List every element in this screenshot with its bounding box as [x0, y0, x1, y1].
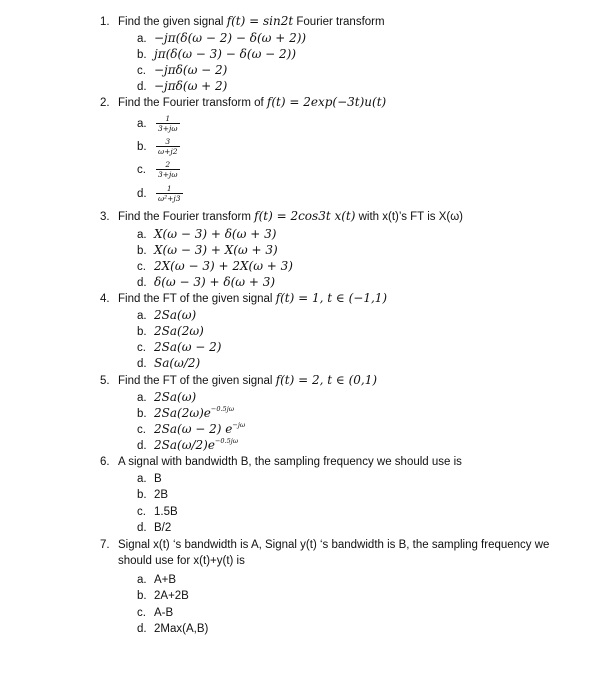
option-7d [137, 621, 208, 637]
question-4 [100, 290, 570, 307]
option-letter: a. [137, 229, 147, 241]
option-4a [137, 307, 196, 324]
option-letter: c. [137, 261, 146, 273]
option-text: −jπδ(ω + 2) [154, 79, 228, 93]
option-letter: a. [137, 117, 147, 130]
fraction [156, 114, 180, 133]
option-text: δ(ω − 3) + δ(ω + 3) [154, 275, 276, 289]
question-text: Find the Fourier transform [118, 211, 255, 223]
option-text: 2Sa(ω) [154, 390, 197, 404]
option-1d [137, 78, 227, 95]
question-math: f(t) = 2cos3t x(t) [254, 209, 356, 223]
option-1a [137, 30, 306, 47]
option-4c [137, 339, 221, 356]
option-letter: b. [137, 49, 147, 61]
fraction [156, 184, 183, 203]
question-number: 4. [100, 293, 110, 305]
question-math: f(t) = sin2t [226, 14, 294, 28]
option-letter: b. [137, 245, 147, 257]
question-3 [100, 208, 570, 225]
option-3d [137, 274, 275, 291]
option-letter: a. [137, 33, 147, 45]
option-1c [137, 62, 227, 79]
option-letter: c. [137, 424, 146, 436]
option-letter: a. [137, 310, 147, 322]
fraction-numerator: 2 [165, 160, 171, 169]
option-letter: c. [137, 607, 146, 619]
question-text: Find the FT of the given signal [118, 375, 276, 387]
option-letter: d. [137, 187, 147, 200]
option-5d [137, 437, 238, 455]
option-text: 2Sa(2ω)e [154, 406, 211, 420]
option-6b [137, 487, 168, 503]
option-text: A+B [154, 574, 177, 586]
option-letter: a. [137, 392, 147, 404]
option-6c [137, 504, 178, 520]
question-math: f(t) = 2, t ∈ (0,1) [275, 373, 378, 387]
question-text: Find the FT of the given signal [118, 293, 276, 305]
option-2a [137, 114, 180, 133]
option-text: 2Sa(ω/2)e [154, 438, 215, 452]
option-letter: c. [137, 342, 146, 354]
option-exponent: −0.5jω [214, 437, 239, 445]
question-math: f(t) = 2exp(−3t)u(t) [266, 95, 387, 109]
option-letter: a. [137, 574, 147, 586]
option-text: B/2 [154, 522, 172, 534]
option-4b [137, 323, 204, 340]
question-number: 6. [100, 456, 110, 468]
question-1 [100, 13, 570, 30]
option-text: 2X(ω − 3) + 2X(ω + 3) [154, 259, 293, 273]
option-6d [137, 520, 171, 536]
option-text: B [154, 473, 162, 485]
option-5a [137, 389, 196, 406]
question-7 [100, 537, 578, 569]
fraction [156, 160, 180, 179]
question-2 [100, 94, 570, 111]
option-letter: d. [137, 623, 147, 635]
question-math: f(t) = 1, t ∈ (−1,1) [275, 291, 388, 305]
question-number: 3. [100, 211, 110, 223]
option-letter: a. [137, 473, 147, 485]
option-letter: d. [137, 440, 147, 452]
question-number: 1. [100, 16, 110, 28]
fraction-numerator: 3 [165, 137, 171, 146]
option-text: X(ω − 3) + δ(ω + 3) [154, 227, 277, 241]
option-letter: d. [137, 277, 147, 289]
question-text: Find the Fourier transform of [118, 97, 267, 109]
question-text: A signal with bandwidth B, the sampling frequency we should use is [118, 456, 462, 468]
option-text: 2A+2B [154, 590, 189, 602]
fraction-numerator: 1 [166, 184, 172, 193]
option-7a [137, 572, 176, 588]
option-7b [137, 588, 189, 604]
option-letter: c. [137, 506, 146, 518]
option-text: Sa(ω/2) [154, 356, 201, 370]
question-5 [100, 372, 570, 389]
option-text: −jπ(δ(ω − 2) − δ(ω + 2)) [154, 31, 307, 45]
fraction-denominator: ω+j2 [158, 147, 178, 156]
option-text: 2B [154, 489, 169, 501]
option-7c [137, 605, 173, 621]
option-letter: c. [137, 65, 146, 77]
question-number: 7. [100, 539, 110, 551]
option-text: jπ(δ(ω − 3) − δ(ω − 2)) [154, 47, 297, 61]
option-letter: d. [137, 81, 147, 93]
option-2b [137, 137, 180, 156]
option-exponent: −0.5jω [210, 405, 235, 413]
option-exponent: −jω [232, 421, 246, 429]
option-text: −jπδ(ω − 2) [154, 63, 228, 77]
fraction [156, 137, 180, 156]
option-text: A-B [154, 607, 174, 619]
question-number: 2. [100, 97, 110, 109]
option-6a [137, 471, 162, 487]
option-4d [137, 355, 200, 372]
option-3a [137, 226, 276, 243]
option-text: 2Sa(ω − 2) [154, 340, 222, 354]
option-2c [137, 160, 180, 179]
question-text-after: Fourier transform [293, 16, 385, 28]
fraction-denominator: ω²+j3 [158, 194, 181, 203]
question-text: Find the given signal [118, 16, 227, 28]
fraction-numerator: 1 [165, 114, 171, 123]
option-letter: d. [137, 522, 147, 534]
option-letter: c. [137, 163, 146, 176]
option-letter: b. [137, 489, 147, 501]
option-letter: d. [137, 358, 147, 370]
question-number: 5. [100, 375, 110, 387]
question-6 [100, 454, 570, 470]
option-3c [137, 258, 293, 275]
fraction-denominator: 3+jω [158, 124, 178, 133]
fraction-denominator: 3+jω [158, 170, 178, 179]
option-text: 1.5B [154, 506, 178, 518]
option-text: 2Sa(ω) [154, 308, 197, 322]
option-text: X(ω − 3) + X(ω + 3) [154, 243, 278, 257]
option-text: 2Sa(2ω) [154, 324, 204, 338]
option-letter: b. [137, 326, 147, 338]
option-letter: b. [137, 408, 147, 420]
question-text: Signal x(t) ‘s bandwidth is A, Signal y(t) ‘s bandwidth is B, the sampling frequency we should use for x(t)+y(t) is [118, 539, 550, 567]
question-text-after: with x(t)’s FT is X(ω) [355, 211, 464, 223]
option-1b [137, 46, 296, 63]
option-3b [137, 242, 278, 259]
option-2d [137, 184, 183, 203]
option-text: 2Sa(ω − 2) e [154, 422, 233, 436]
option-text: 2Max(A,B) [154, 623, 209, 635]
option-letter: b. [137, 590, 147, 602]
option-letter: b. [137, 140, 147, 153]
